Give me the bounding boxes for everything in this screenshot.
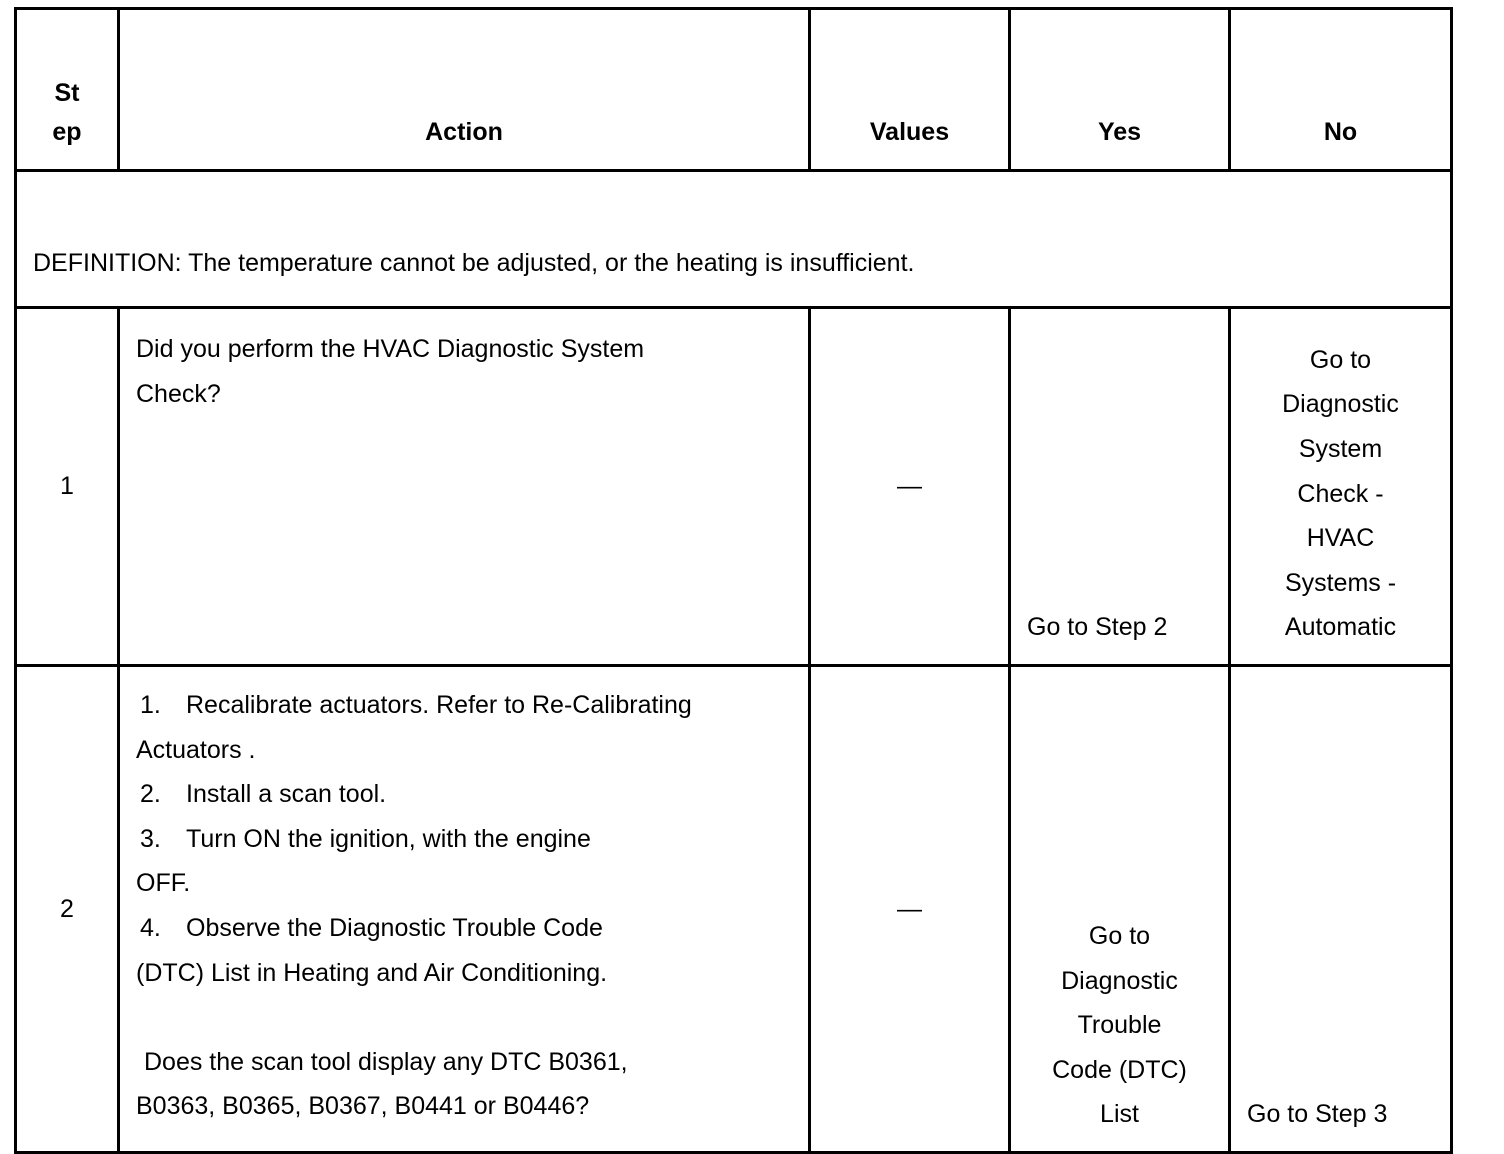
- action-column-header: Action: [119, 9, 810, 171]
- step-number: 1: [16, 308, 119, 666]
- action-cell: [119, 308, 810, 666]
- list-item-continuation: Actuators .: [136, 735, 256, 764]
- table-row: [16, 666, 1452, 1153]
- yes-cell: Go to Step 2: [1010, 308, 1230, 666]
- no-text-line: Diagnostic: [1282, 390, 1399, 419]
- yes-text-line: List: [1100, 1100, 1139, 1129]
- blank-line: [136, 995, 792, 1040]
- yes-text-line: Code (DTC): [1052, 1055, 1187, 1084]
- no-cell: Go to Step 3: [1230, 666, 1452, 1153]
- header-row: [16, 9, 1452, 171]
- no-text-line: Systems -: [1284, 568, 1397, 597]
- question-line: Does the scan tool display any DTC B0361,: [144, 1047, 628, 1076]
- values-column-header: Values: [810, 9, 1010, 171]
- yes-cell: [1010, 666, 1230, 1153]
- question-line: B0363, B0365, B0367, B0441 or B0446?: [136, 1092, 590, 1121]
- step-column-header: [16, 9, 119, 171]
- no-text-line: HVAC: [1306, 524, 1375, 553]
- no-text-line: Go to: [1309, 345, 1372, 374]
- list-item-number: 4.: [140, 913, 161, 942]
- definition-text: DEFINITION: The temperature cannot be adjusted, or the heating is insufficient.: [16, 171, 1452, 308]
- list-item: [136, 817, 792, 862]
- no-column-header: No: [1230, 9, 1452, 171]
- list-item-text: Install a scan tool.: [186, 780, 387, 809]
- values-cell: —: [810, 308, 1010, 666]
- list-item: [136, 906, 792, 951]
- yes-text-line: Trouble: [1077, 1011, 1162, 1040]
- list-item-number: 2.: [140, 780, 161, 809]
- no-text-line: Check -: [1297, 479, 1384, 508]
- no-text-line: System: [1298, 435, 1383, 464]
- action-text-line: Did you perform the HVAC Diagnostic System: [136, 335, 645, 363]
- action-cell: [119, 666, 810, 1153]
- yes-text-line: Diagnostic: [1061, 966, 1178, 995]
- values-cell: —: [810, 666, 1010, 1153]
- list-item-text: Recalibrate actuators. Refer to Re-Calibrating: [186, 691, 692, 719]
- list-item-text: Observe the Diagnostic Trouble Code: [186, 913, 603, 942]
- step-header-line1: St: [54, 79, 80, 107]
- list-item-number: 3.: [140, 824, 161, 853]
- step-header-line2: ep: [52, 118, 82, 146]
- table-row: [16, 308, 1452, 666]
- definition-row: [16, 171, 1452, 308]
- yes-text-line: Go to: [1088, 922, 1151, 951]
- list-item-continuation: (DTC) List in Heating and Air Conditioning.: [136, 958, 608, 987]
- action-text-line: Check?: [136, 379, 221, 408]
- diagnostic-table: [14, 7, 1453, 1154]
- no-cell: [1230, 308, 1452, 666]
- yes-column-header: Yes: [1010, 9, 1230, 171]
- list-item-continuation: OFF.: [136, 869, 191, 898]
- list-item: [136, 683, 792, 728]
- list-item-text: Turn ON the ignition, with the engine: [186, 824, 591, 853]
- list-item: [136, 772, 792, 817]
- no-text-line: Automatic: [1284, 613, 1397, 642]
- list-item-number: 1.: [140, 691, 161, 719]
- step-number: 2: [16, 666, 119, 1153]
